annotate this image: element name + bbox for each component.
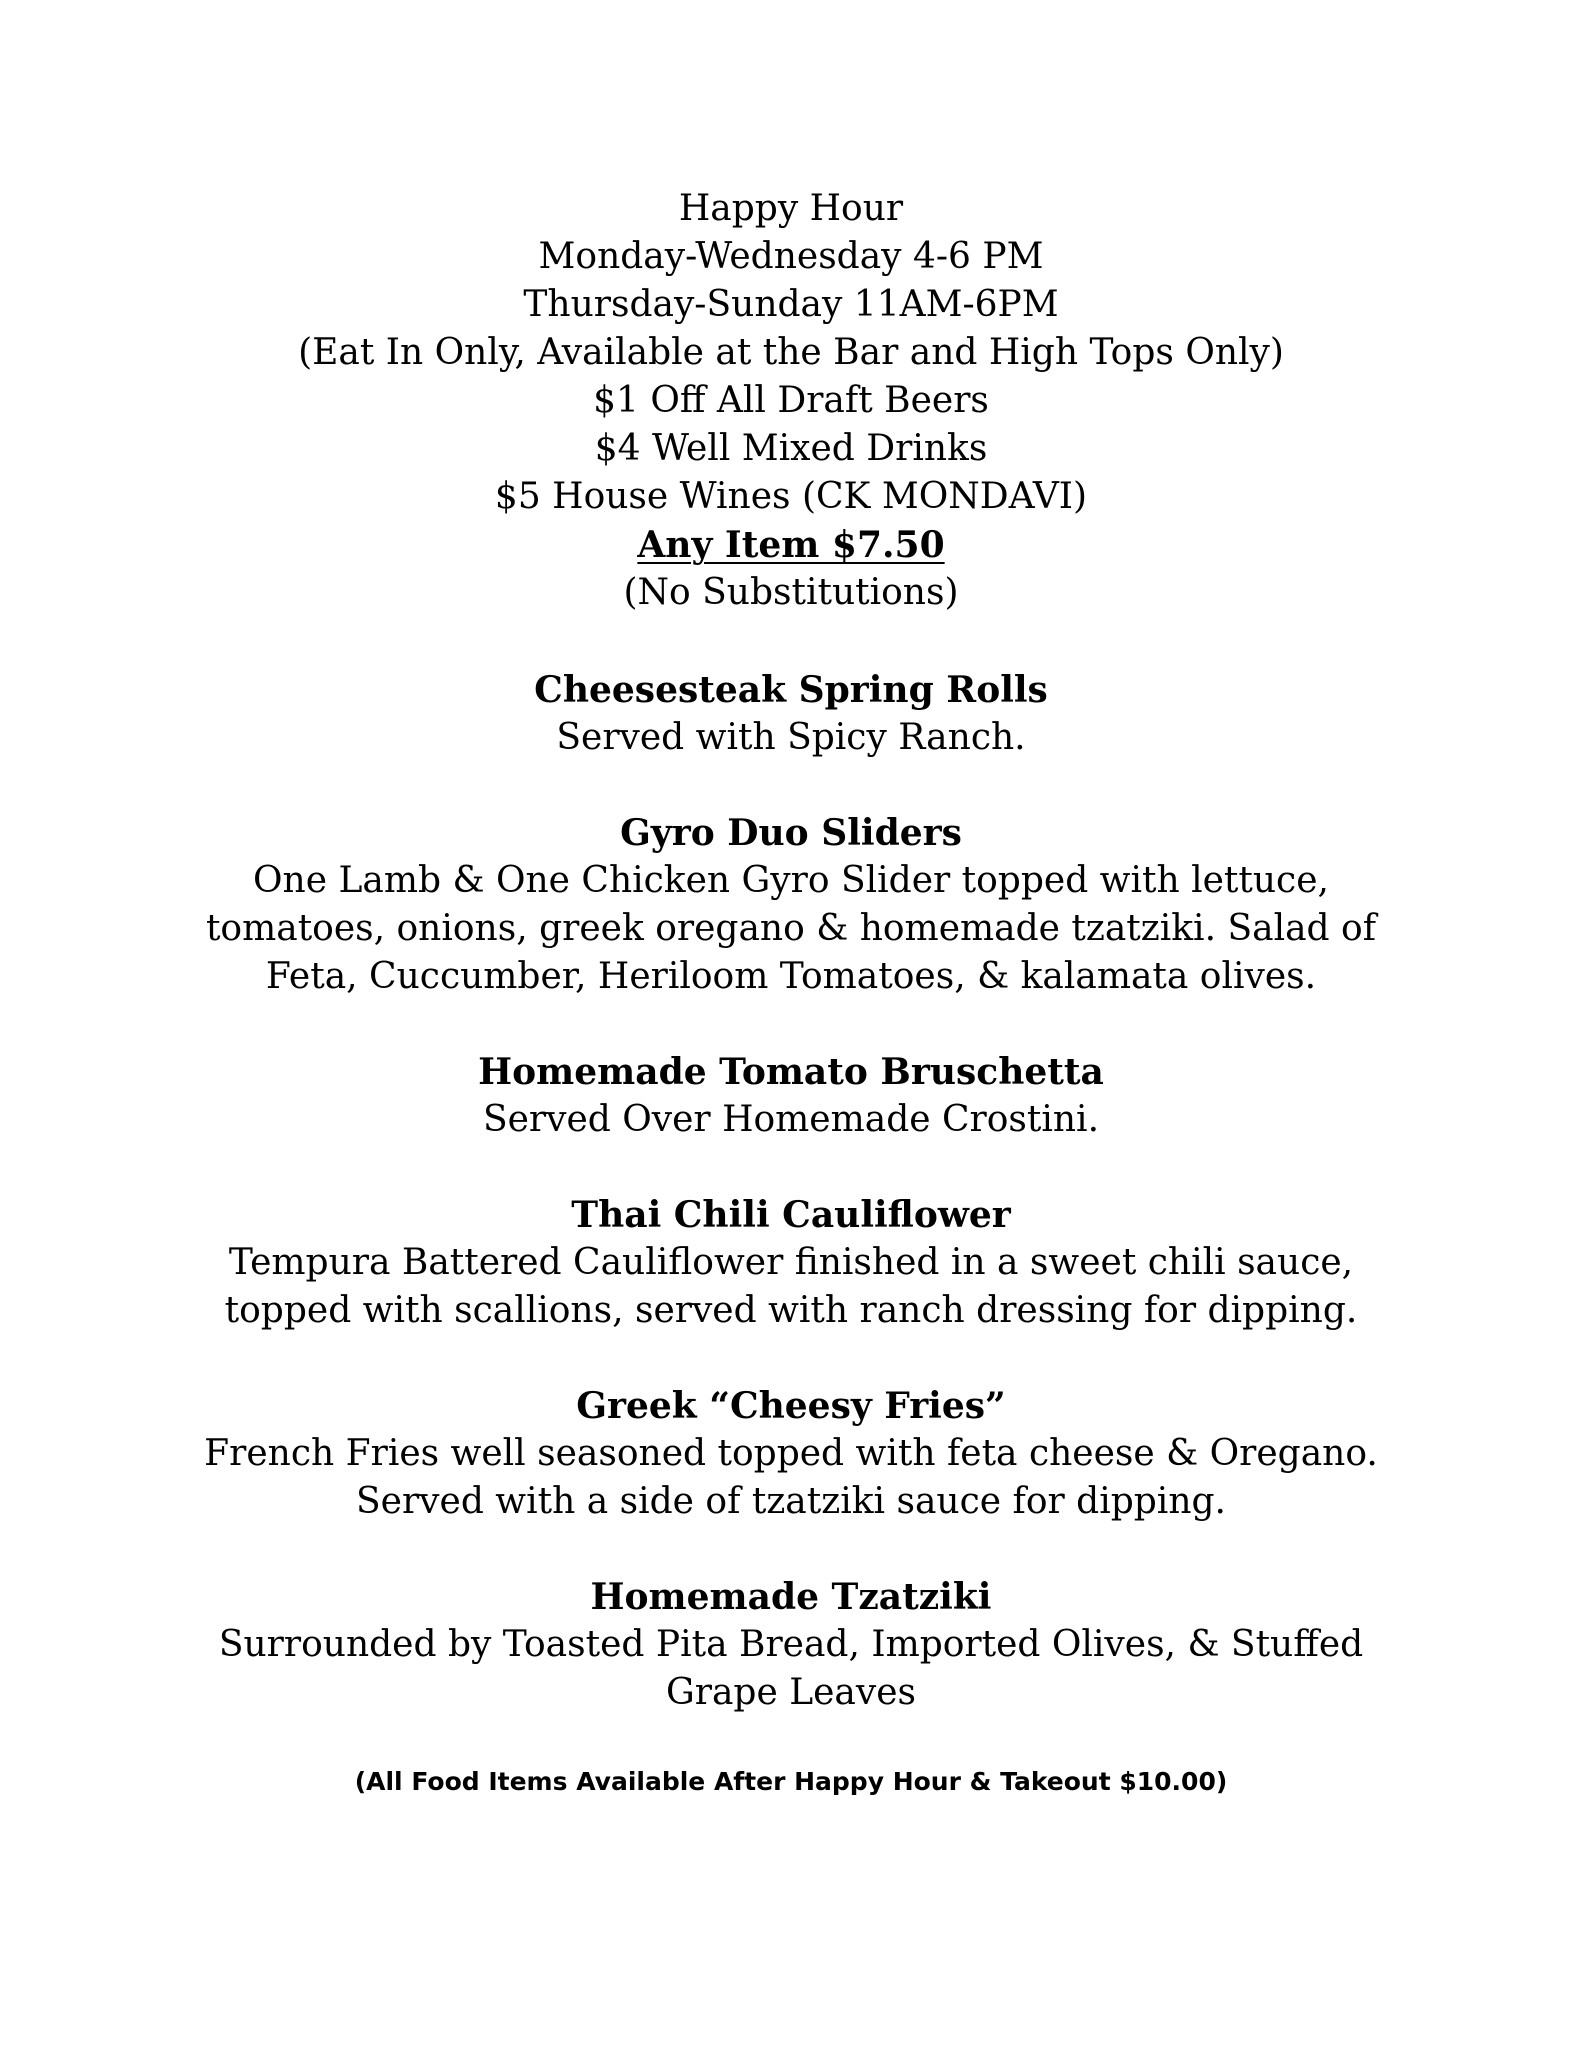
- menu-item-description: Served with Spicy Ranch.: [556, 717, 1026, 758]
- menu-item-description: Served with a side of tzatziki sauce for dipping.: [356, 1481, 1226, 1522]
- menu-item-description: Feta, Cuccumber, Heriloom Tomatoes, & kalamata olives.: [265, 956, 1317, 997]
- menu-item-name: Greek “Cheesy Fries”: [576, 1385, 1006, 1427]
- menu-item: [0, 1048, 1582, 1144]
- menu-item-name: Homemade Tzatziki: [590, 1576, 992, 1618]
- menu-item-name: Gyro Duo Sliders: [620, 812, 962, 854]
- menu-item-description: Surrounded by Toasted Pita Bread, Imported Olives, & Stuffed: [218, 1624, 1364, 1665]
- deal-house-wines: $5 House Wines (CK MONDAVI): [494, 476, 1088, 517]
- happy-hour-title: Happy Hour: [678, 188, 904, 229]
- menu-item-name: Thai Chili Cauliflower: [571, 1194, 1011, 1236]
- menu-item-name: Cheesesteak Spring Rolls: [534, 669, 1048, 711]
- menu-item-description: Grape Leaves: [665, 1672, 916, 1713]
- menu-item-description: tomatoes, onions, greek oregano & homemade tzatziki. Salad of: [205, 908, 1377, 949]
- menu-item: [0, 1382, 1582, 1526]
- deal-mixed-drinks: $4 Well Mixed Drinks: [594, 428, 988, 469]
- any-item-price: Any Item $7.50: [637, 524, 945, 566]
- menu-item-name: Homemade Tomato Bruschetta: [478, 1051, 1104, 1093]
- menu-item: [0, 1573, 1582, 1717]
- menu-item-description: Served Over Homemade Crostini.: [482, 1099, 1100, 1140]
- menu-item: [0, 666, 1582, 762]
- menu-items-list: [0, 666, 1582, 1717]
- hours-weekday: Monday-Wednesday 4-6 PM: [538, 236, 1044, 277]
- menu-item-description: topped with scallions, served with ranch dressing for dipping.: [224, 1290, 1358, 1331]
- deal-draft-beers: $1 Off All Draft Beers: [593, 380, 989, 421]
- hours-weekend: Thursday-Sunday 11AM-6PM: [523, 284, 1059, 325]
- happy-hour-header: [0, 185, 1582, 617]
- menu-item-description: French Fries well seasoned topped with feta cheese & Oregano.: [204, 1433, 1378, 1474]
- restriction-note: (Eat In Only, Available at the Bar and High Tops Only): [298, 332, 1284, 373]
- no-substitutions-note: (No Substitutions): [623, 572, 959, 613]
- menu-item-description: One Lamb & One Chicken Gyro Slider topped with lettuce,: [253, 860, 1329, 901]
- footer-note: (All Food Items Available After Happy Hour & Takeout $10.00): [354, 1767, 1228, 1796]
- menu-item-description: Tempura Battered Cauliflower finished in a sweet chili sauce,: [228, 1242, 1354, 1283]
- menu-item: [0, 1191, 1582, 1335]
- menu-item: [0, 809, 1582, 1001]
